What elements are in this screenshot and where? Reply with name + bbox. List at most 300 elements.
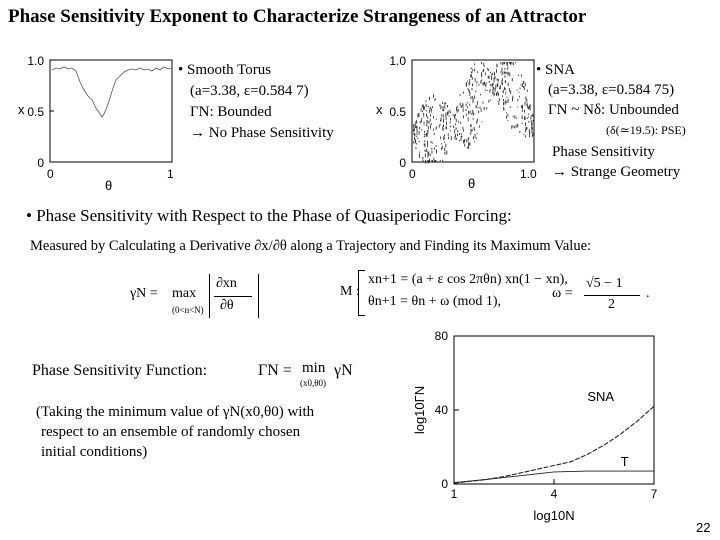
sna-point <box>474 129 475 131</box>
sna-point <box>481 121 482 122</box>
sna-point <box>441 114 442 116</box>
sna-point <box>428 106 429 108</box>
chart-x-label: log10N <box>533 508 575 523</box>
sna-y-tick-0: 0 <box>399 156 406 170</box>
sna-point <box>442 146 443 149</box>
map-line2: θn+1 = θn + ω (mod 1), <box>368 294 502 309</box>
sna-point <box>485 90 486 91</box>
sna-point <box>429 121 430 124</box>
sna-point <box>461 105 462 108</box>
sna-point <box>440 124 441 125</box>
sna-point <box>466 109 467 111</box>
sna-point <box>507 97 508 99</box>
sna-point <box>461 138 462 141</box>
sna-point <box>429 97 430 100</box>
sna-point <box>493 87 494 89</box>
sna-point <box>418 114 419 118</box>
sna-point <box>507 72 508 76</box>
sna-point <box>443 114 444 118</box>
psf-note-line3: initial conditions) <box>41 444 148 460</box>
torus-y-tick-1: 1.0 <box>27 54 44 68</box>
sna-point <box>450 121 451 123</box>
sna-point <box>529 134 530 138</box>
sna-point <box>522 83 523 87</box>
sna-point <box>480 80 481 83</box>
sna-point <box>413 129 414 131</box>
sna-point <box>495 86 496 89</box>
sna-point <box>509 72 510 74</box>
sna-point <box>496 64 497 66</box>
sna-point <box>431 141 432 144</box>
sna-point <box>428 130 429 134</box>
sna-point <box>506 72 507 74</box>
sna-line4: (δ(≃19.5): PSE) <box>606 123 686 137</box>
sna-point <box>495 88 496 92</box>
sna-point <box>443 128 444 131</box>
sna-point <box>476 107 477 108</box>
sna-point <box>424 125 425 126</box>
sna-point <box>415 140 416 143</box>
sna-point <box>467 102 468 103</box>
sna-point <box>507 67 508 70</box>
sna-point <box>443 119 444 123</box>
sna-point <box>469 82 470 85</box>
sna-x-label: θ <box>468 176 476 191</box>
sna-point <box>463 92 464 94</box>
sna-point <box>505 102 506 105</box>
sna-point <box>432 142 433 143</box>
sna-point <box>417 130 418 133</box>
sna-point <box>424 122 425 124</box>
psf-min-sub: (x0,θ0) <box>300 378 327 388</box>
sna-point <box>430 108 431 109</box>
sna-point <box>431 148 432 150</box>
sna-point <box>421 119 422 122</box>
forcing-measured: Measured by Calculating a Derivative ∂x/∂θ along a Trajectory and Finding its Maximum Value: <box>30 238 592 254</box>
sna-point <box>427 122 428 123</box>
sna-point <box>453 125 454 128</box>
gamma-fraction-bar <box>214 296 252 297</box>
sna-point <box>505 93 506 94</box>
sna-point <box>458 121 459 123</box>
page-number: 22 <box>696 520 711 535</box>
sna-point <box>416 120 417 123</box>
sna-point <box>425 153 426 157</box>
sna-point <box>441 143 442 145</box>
sna-point <box>488 100 489 103</box>
sna-point <box>444 102 445 106</box>
sna-point <box>490 72 491 73</box>
sna-point <box>481 109 482 112</box>
sna-point <box>463 115 464 118</box>
sna-point <box>477 71 478 73</box>
sna-point <box>450 130 451 131</box>
chart-x-tick-label: 1 <box>450 487 458 501</box>
sna-y-label: x <box>376 102 383 117</box>
sna-point <box>506 113 507 114</box>
sna-point <box>531 122 532 125</box>
sna-point <box>471 96 472 99</box>
sna-point <box>519 92 520 93</box>
torus-line2: (a=3.38, ε=0.584 7) <box>190 83 309 99</box>
chart-series-label-sna: SNA <box>587 388 615 404</box>
gamma-den: ∂θ <box>220 298 234 313</box>
sna-point <box>444 141 445 142</box>
sna-point <box>480 94 481 96</box>
sna-point <box>516 125 517 128</box>
sna-point <box>502 83 503 86</box>
sna-point <box>446 123 447 126</box>
sna-point <box>435 98 436 100</box>
sna-point <box>427 141 428 145</box>
sna-point <box>517 107 518 108</box>
sna-point <box>498 101 499 102</box>
sna-point <box>525 135 526 137</box>
sna-point <box>431 123 432 125</box>
sna-point <box>460 122 461 124</box>
sna-point <box>490 99 491 100</box>
sna-point <box>476 121 477 124</box>
sna-point <box>455 134 456 137</box>
sna-point <box>509 74 510 77</box>
sna-point <box>485 73 486 76</box>
torus-y-tick-05: 0.5 <box>27 105 44 119</box>
sna-point <box>501 80 502 84</box>
sna-point <box>530 109 531 110</box>
sna-point <box>425 143 426 147</box>
sna-point <box>473 113 474 115</box>
sna-point <box>428 126 429 130</box>
sna-point <box>430 114 431 117</box>
sna-point <box>445 103 446 105</box>
sna-point <box>454 114 455 117</box>
torus-line4: → No Phase Sensitivity <box>190 125 334 141</box>
sna-point <box>474 69 475 72</box>
sna-point <box>486 107 487 109</box>
sna-point <box>500 62 501 64</box>
chart-x-tick-label: 4 <box>550 487 558 501</box>
sna-point <box>456 127 457 130</box>
sna-point <box>500 72 501 73</box>
sna-point <box>504 87 505 90</box>
sna-point <box>426 123 427 126</box>
sna-point <box>474 63 475 65</box>
torus-y-label: x <box>18 102 25 117</box>
sna-point <box>440 160 441 161</box>
sna-point <box>448 111 449 115</box>
sna-point <box>531 115 532 116</box>
torus-plot-frame <box>50 60 172 162</box>
sna-point <box>491 76 492 80</box>
sna-point <box>424 106 425 110</box>
sna-point <box>464 140 465 141</box>
sna-point <box>490 89 491 92</box>
sna-point <box>481 72 482 76</box>
sna-description <box>536 60 686 182</box>
sna-y-tick-05: 0.5 <box>389 105 406 119</box>
sna-point <box>446 117 447 121</box>
sna-point <box>447 105 448 107</box>
sna-point <box>521 84 522 85</box>
sna-point <box>506 116 507 118</box>
sna-point <box>500 85 501 89</box>
sna-point <box>468 137 469 138</box>
sna-point <box>514 115 515 118</box>
sna-point <box>457 130 458 132</box>
sna-point <box>525 96 526 99</box>
sna-point <box>435 160 436 163</box>
sna-point <box>431 109 432 112</box>
sna-point <box>429 110 430 113</box>
sna-point <box>434 148 435 150</box>
sna-point <box>522 110 523 112</box>
sna-point <box>513 126 514 128</box>
sna-point <box>480 107 481 109</box>
sna-point <box>450 126 451 128</box>
sna-y-tick-1: 1.0 <box>389 54 406 68</box>
sna-point <box>430 154 431 156</box>
sna-point <box>521 105 522 108</box>
sna-point <box>469 92 470 96</box>
sna-point <box>525 102 526 106</box>
sna-point <box>471 124 472 127</box>
sna-point <box>469 104 470 106</box>
chart-y-label: log10ΓN <box>412 385 427 435</box>
sna-point <box>456 119 457 122</box>
sna-point <box>528 121 529 123</box>
sna-point <box>479 125 480 127</box>
sna-point <box>498 102 499 105</box>
sna-point <box>439 105 440 107</box>
sna-point <box>508 83 509 87</box>
sna-point <box>461 135 462 137</box>
sna-point <box>505 68 506 70</box>
sna-point <box>424 131 425 133</box>
sna-point <box>416 147 417 149</box>
sna-point <box>436 150 437 154</box>
sna-point <box>419 127 420 129</box>
sna-point <box>470 132 471 135</box>
sna-point <box>502 68 503 72</box>
sna-point <box>475 91 476 93</box>
sna-point <box>497 84 498 87</box>
sna-point <box>424 134 425 135</box>
sna-point <box>502 62 503 65</box>
sna-point <box>442 107 443 109</box>
sna-point <box>436 145 437 147</box>
sna-point <box>423 116 424 117</box>
sna-point <box>502 95 503 97</box>
sna-point <box>497 79 498 81</box>
sna-point <box>443 126 444 128</box>
sna-line2: (a=3.38, ε=0.584 75) <box>548 82 675 98</box>
sna-plot <box>372 52 542 194</box>
sna-point <box>417 138 418 139</box>
sna-point <box>494 93 495 95</box>
sna-point <box>453 115 454 116</box>
omega-fraction-bar <box>584 295 640 296</box>
sna-point <box>503 102 504 105</box>
sna-point <box>476 85 477 86</box>
sna-point <box>421 129 422 130</box>
sna-point <box>470 111 471 114</box>
sna-point <box>494 78 495 80</box>
sna-point <box>423 113 424 116</box>
sna-point <box>510 62 511 64</box>
sna-point <box>440 120 441 122</box>
sna-point <box>419 154 420 158</box>
sna-point <box>471 68 472 70</box>
sna-point <box>532 114 533 117</box>
sna-point <box>479 84 480 86</box>
sna-point <box>495 76 496 79</box>
sna-point <box>429 160 430 162</box>
sna-point <box>513 63 514 65</box>
sna-point <box>430 119 431 122</box>
sna-point <box>478 111 479 114</box>
sna-point <box>503 107 504 110</box>
sna-point <box>490 84 491 86</box>
sna-point <box>442 160 443 162</box>
sna-line3: ΓN ~ Nδ: Unbounded <box>548 102 679 118</box>
sna-point <box>498 93 499 96</box>
sna-point <box>519 131 520 133</box>
sna-point <box>439 125 440 128</box>
sna-point <box>423 107 424 111</box>
sna-point <box>529 131 530 132</box>
sna-point <box>481 62 482 64</box>
sna-point <box>522 123 523 124</box>
sna-point <box>474 127 475 129</box>
sna-point <box>510 90 511 94</box>
torus-curve <box>52 67 171 117</box>
sna-point <box>529 105 530 108</box>
sna-point <box>423 160 424 162</box>
sna-point <box>510 106 511 108</box>
sna-point <box>463 104 464 108</box>
sna-point <box>415 127 416 128</box>
torus-line1: • Smooth Torus <box>178 62 272 78</box>
sna-point <box>468 145 469 149</box>
sna-point <box>426 133 427 137</box>
sna-point <box>531 120 532 121</box>
chart-x-tick-label: 7 <box>650 487 658 501</box>
sna-point <box>467 106 468 108</box>
sna-point <box>440 105 441 109</box>
sna-point <box>417 133 418 135</box>
sna-point <box>464 141 465 144</box>
sna-point <box>496 93 497 96</box>
sna-point <box>464 144 465 147</box>
sna-point <box>416 143 417 145</box>
sna-point <box>444 106 445 107</box>
gamma-sub: (0<n<N) <box>172 305 204 315</box>
sna-point <box>481 80 482 82</box>
sna-point <box>531 127 532 130</box>
sna-point <box>428 160 429 163</box>
sna-point <box>509 88 510 92</box>
sna-point <box>477 81 478 84</box>
sna-point <box>434 99 435 101</box>
sna-point <box>468 89 469 91</box>
sna-point <box>472 77 473 80</box>
sna-point <box>477 101 478 105</box>
psf-gamma-cap: ΓN = <box>258 362 292 379</box>
sna-point <box>436 126 437 127</box>
sna-point <box>483 101 484 103</box>
sna-point <box>517 99 518 102</box>
sna-point <box>471 129 472 131</box>
sna-point <box>472 69 473 71</box>
sna-point <box>483 63 484 66</box>
omega-dot: . <box>646 286 650 301</box>
sna-point <box>505 80 506 83</box>
sna-point <box>525 83 526 87</box>
sna-point <box>503 91 504 94</box>
sna-point <box>427 130 428 131</box>
sna-point <box>460 94 461 96</box>
sna-point <box>489 81 490 83</box>
sna-point <box>442 102 443 104</box>
sna-x-tick-0: 0 <box>409 167 416 181</box>
sna-point <box>441 118 442 120</box>
sna-point <box>421 108 422 111</box>
sna-point <box>478 107 479 108</box>
chart-y-tick-label: 40 <box>434 403 448 417</box>
sna-point <box>485 84 486 87</box>
sna-point <box>521 74 522 76</box>
sna-point <box>433 129 434 131</box>
gamma-max: max <box>172 286 197 301</box>
sna-point <box>527 103 528 106</box>
sna-point <box>433 94 434 98</box>
sna-point <box>426 110 427 111</box>
sna-point <box>459 133 460 135</box>
sna-point <box>504 62 505 64</box>
sna-point <box>432 151 433 154</box>
sna-point <box>508 99 509 103</box>
sna-point <box>493 90 494 93</box>
psf-label: Phase Sensitivity Function: <box>32 362 208 379</box>
sna-point <box>449 116 450 117</box>
sna-point <box>483 82 484 86</box>
sna-point <box>419 113 420 117</box>
sna-point <box>425 150 426 152</box>
sna-point <box>524 110 525 113</box>
sna-point <box>511 126 512 129</box>
chart-y-tick-label: 0 <box>441 477 448 491</box>
sna-point <box>445 113 446 117</box>
sna-point <box>458 110 459 112</box>
growth-chart <box>404 326 674 526</box>
sna-point <box>517 124 518 127</box>
sna-point <box>450 112 451 113</box>
sna-point <box>469 143 470 145</box>
sna-point <box>444 148 445 151</box>
sna-point <box>488 76 489 78</box>
sna-point <box>505 92 506 94</box>
sna-point <box>531 116 532 119</box>
sna-point <box>472 96 473 98</box>
psf-min: min <box>302 360 326 376</box>
sna-point <box>419 131 420 135</box>
sna-point <box>471 72 472 73</box>
sna-point <box>527 127 528 129</box>
sna-point <box>514 126 515 128</box>
sna-line6: → Strange Geometry <box>552 164 681 180</box>
sna-point <box>436 119 437 120</box>
sna-point <box>422 118 423 120</box>
